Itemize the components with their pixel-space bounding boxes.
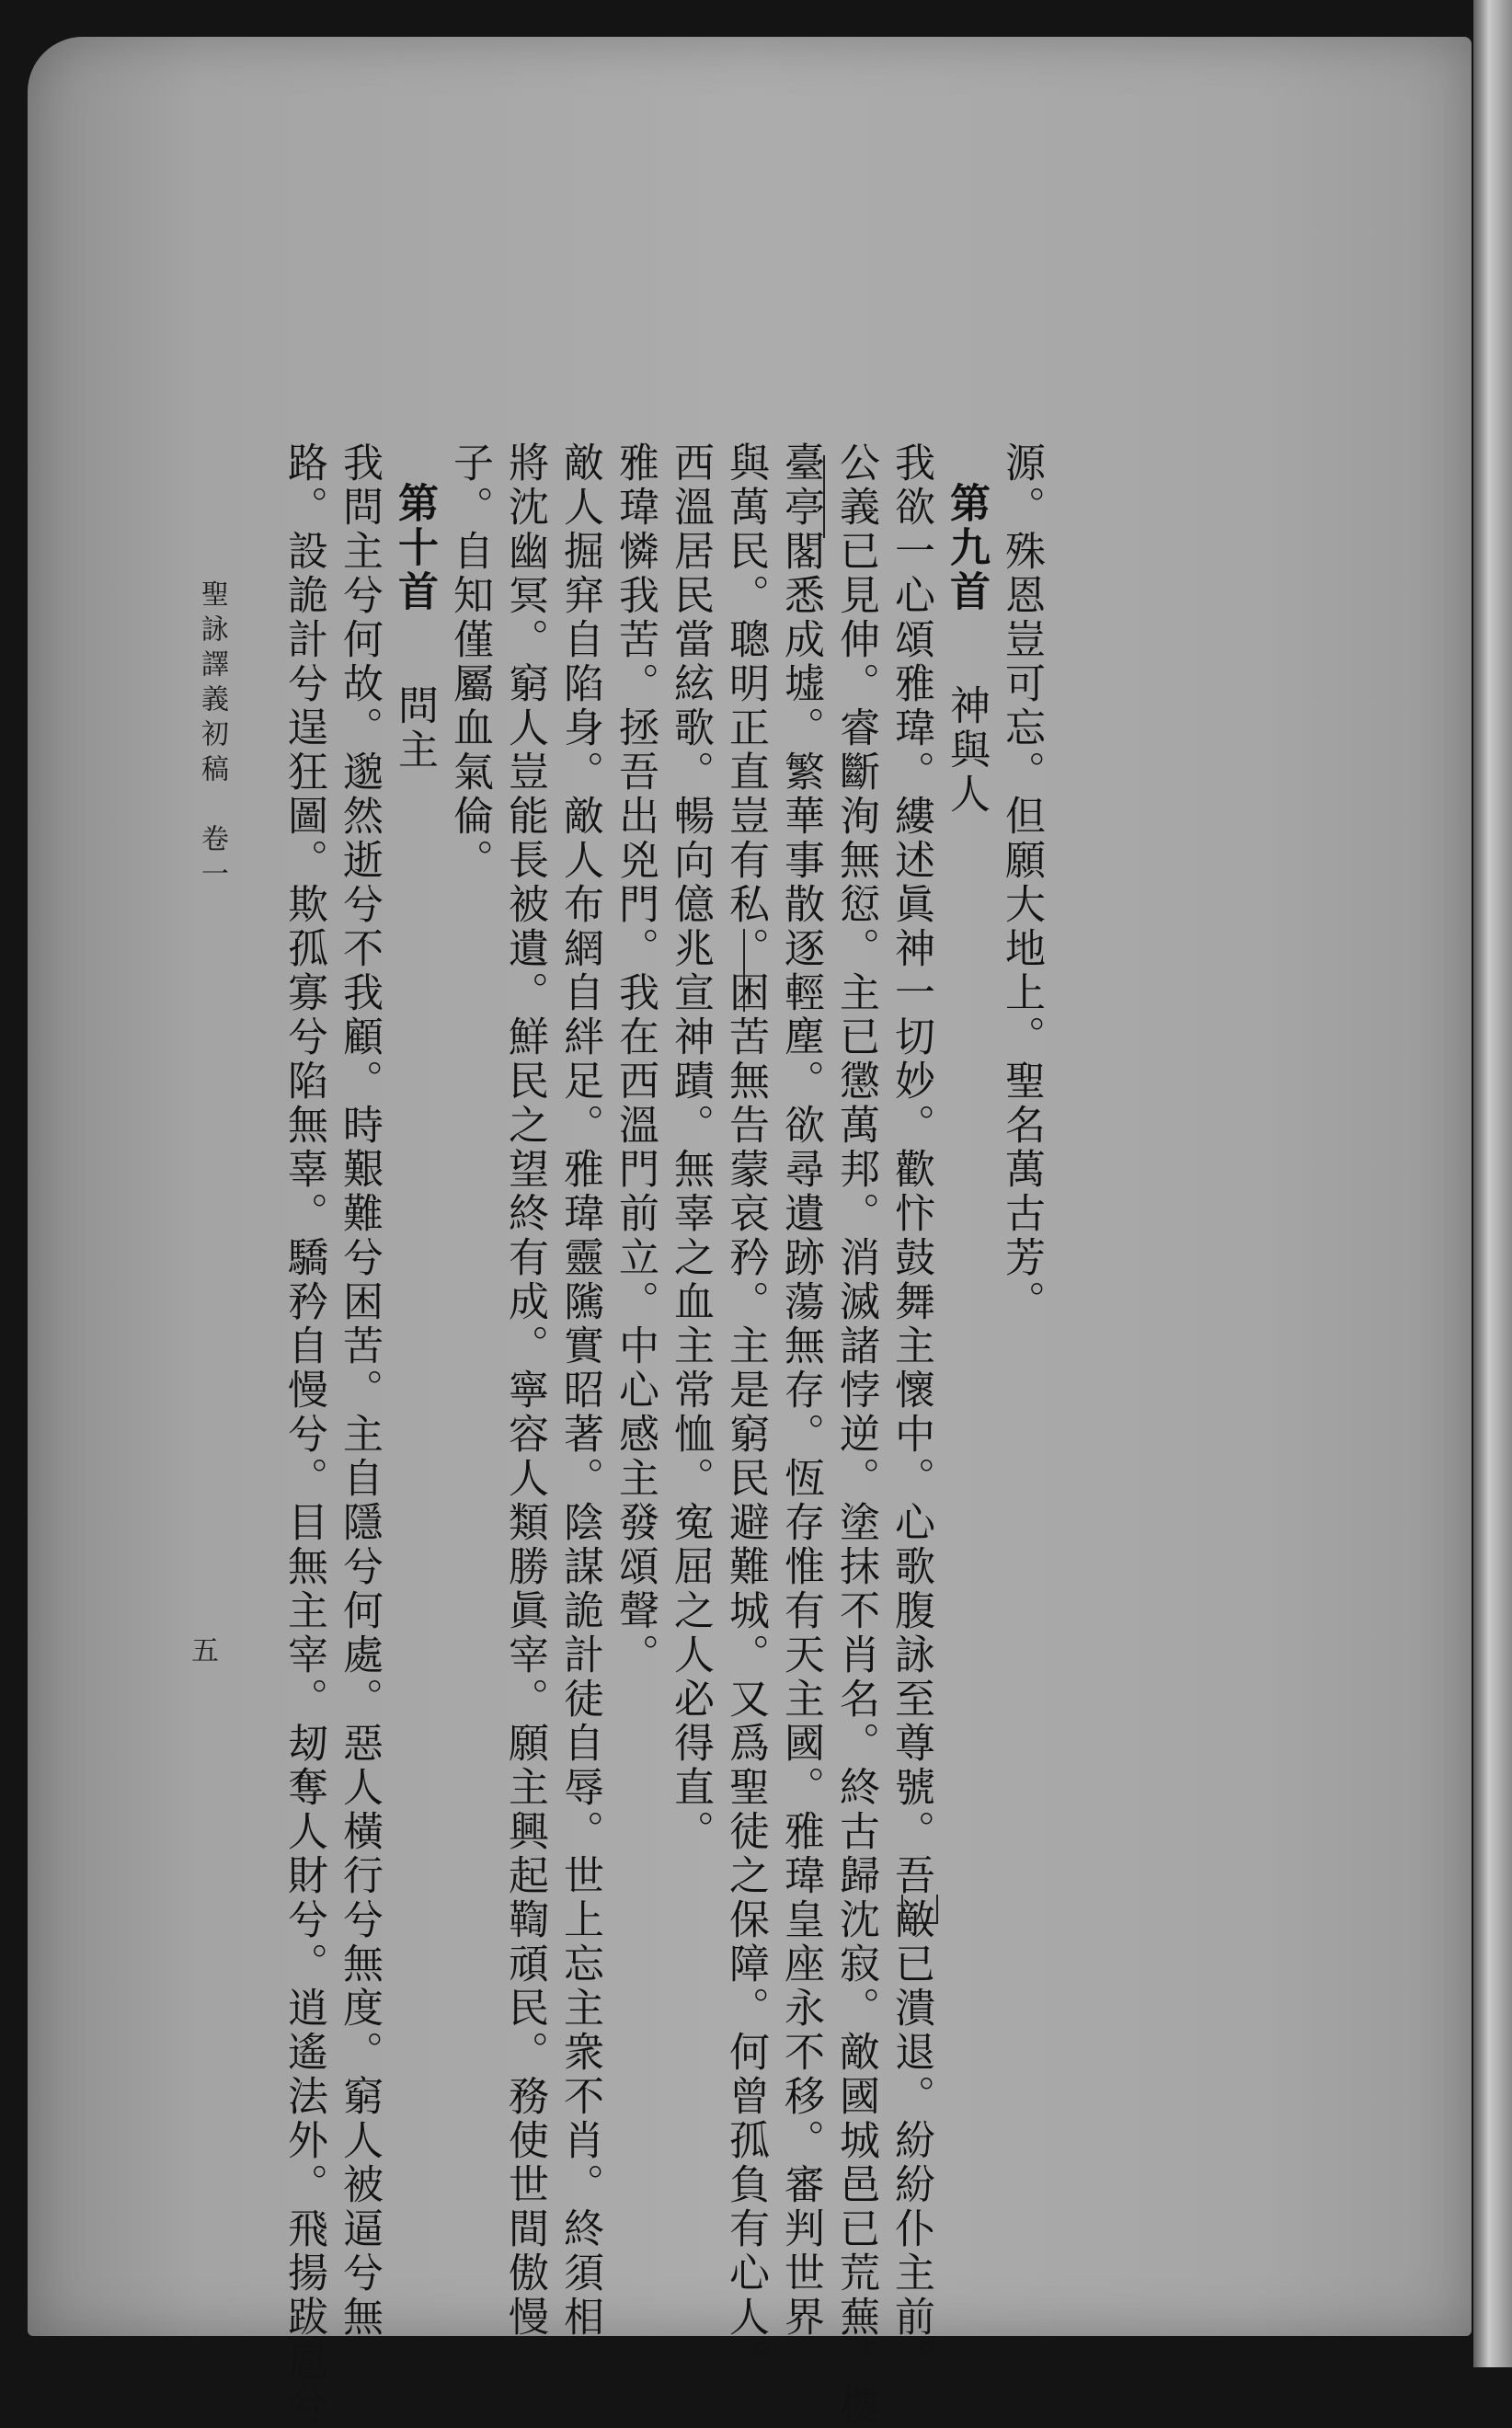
- text-line: 公義已見伸。睿斷洵無愆。主已懲萬邦。消滅諸悖逆。塗抹不肖名。終古歸沈寂。敵國城邑已荒蕪。樓: [832, 441, 879, 2428]
- margin-bracket-mark: [823, 455, 825, 538]
- heading-subtitle: 問主: [391, 684, 438, 773]
- heading-number: 第十首: [391, 482, 438, 614]
- page-edge: [1473, 0, 1512, 2367]
- heading-subtitle: 神與人: [943, 684, 990, 817]
- margin-bracket-mark: [901, 1895, 938, 1924]
- text-line: 將沈幽冥。窮人豈能長被遺。鮮民之望終有成。寧容人類勝眞宰。願主興起鞫頑民。務使世間傲慢: [501, 441, 548, 2340]
- text-line: 我欲一心頌雅瑋。縷述眞神一切妙。歡忭鼓舞主懷中。心歌腹詠至尊號。吾敵已潰退。紛紛仆主前。: [888, 441, 934, 2384]
- text-line: 源。殊恩豈可忘。但願大地上。聖名萬古芳。: [998, 441, 1045, 1324]
- heading-number: 第九首: [943, 482, 990, 614]
- section-heading-tenth: [386, 441, 441, 1913]
- verse-text: [276, 441, 1048, 2428]
- margin-bracket-mark: [743, 929, 745, 1012]
- text-line: 我問主兮何故。邈然逝兮不我顧。時艱難兮困苦。主自隱兮何處。惡人橫行兮無度。窮人被逼兮無: [336, 441, 383, 2340]
- text-line: 子。自知僅屬血氣倫。: [446, 441, 493, 883]
- text-line: 西溫居民當絃歌。暢向億兆宣神蹟。無辜之血主常恤。寃屈之人必得直。: [667, 441, 714, 1854]
- running-footer: 聖詠譯義初稿 卷一: [196, 579, 228, 894]
- text-line: 雅瑋憐我苦。拯吾出兇門。我在西溫門前立。中心感主發頌聲。: [612, 441, 659, 1678]
- page-number: 五: [191, 1635, 219, 1667]
- text-line: 路。設詭計兮逞狂圖。欺孤寡兮陷無辜。驕矜自慢兮。目無主宰。刼奪人財兮。逍遙法外。飛揚跋扈兮: [281, 441, 327, 2428]
- text-line: 臺亭閣悉成墟。繁華事散逐輕塵。欲尋遺跡蕩無存。恆存惟有天主國。雅瑋皇座永不移。審判世界: [777, 441, 824, 2340]
- section-heading-ninth: [938, 441, 993, 1913]
- text-line: 與萬民。聰明正直豈有私。困苦無告蒙哀矜。主是窮民避難城。又爲聖徒之保障。何曾孤負有心人。: [722, 441, 769, 2384]
- text-line: 敵人掘穽自陷身。敵人布網自絆足。雅瑋靈隲實昭著。陰謀詭計徒自辱。世上忘主衆不肖。終須相: [556, 441, 603, 2340]
